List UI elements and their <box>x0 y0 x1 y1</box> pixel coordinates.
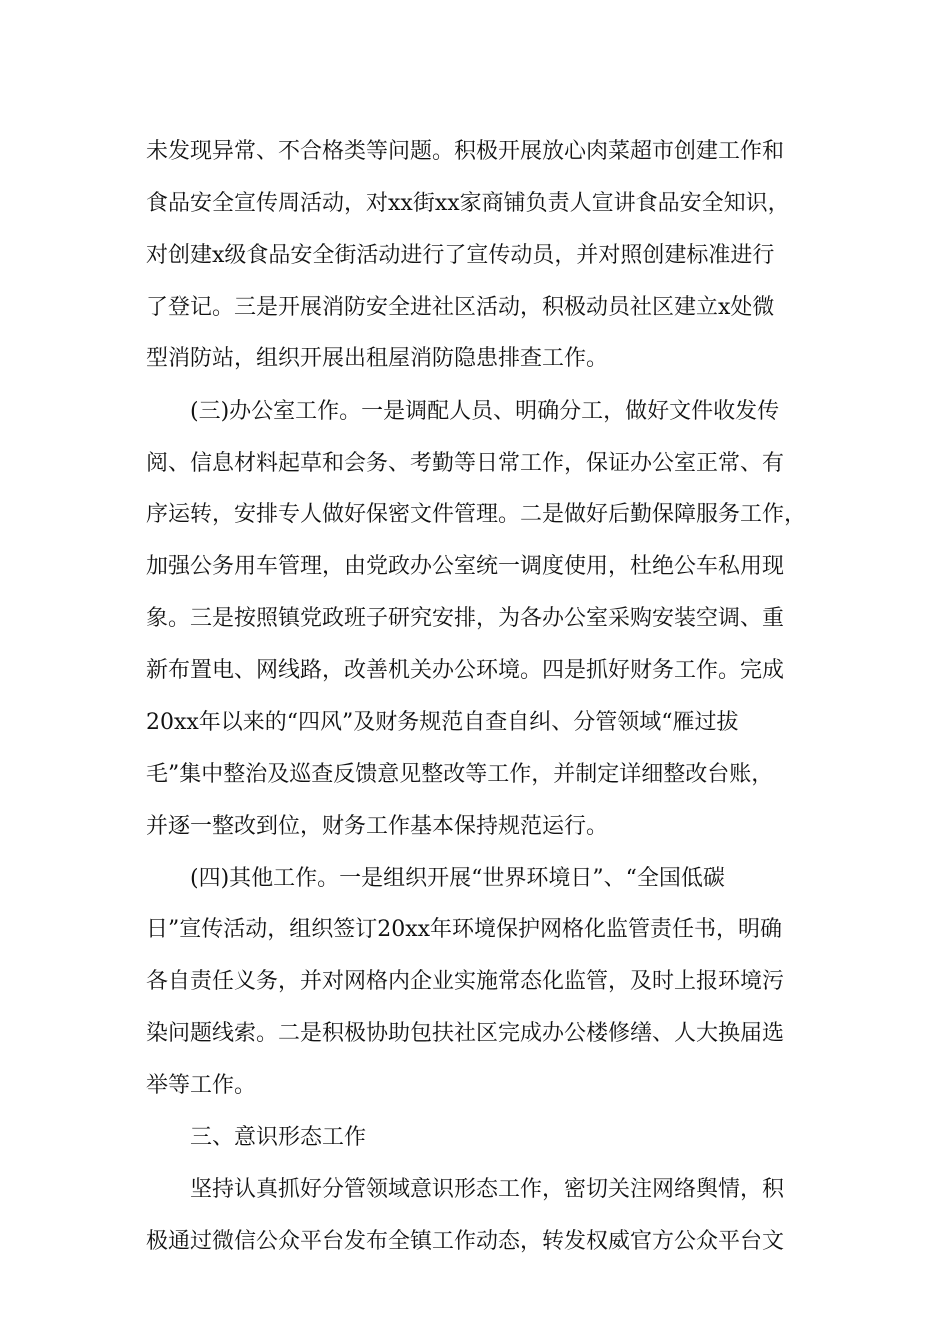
text-line-22: 极通过微信公众平台发布全镇工作动态，转发权威官方公众平台文 <box>146 1229 785 1254</box>
section-4-heading-line: (四)其他工作。一是组织开展“世界环境日”、“全国低碳 <box>190 866 725 891</box>
text-line-1: 未发现异常、不合格类等问题。积极开展放心肉菜超市创建工作和 <box>146 139 785 164</box>
text-line-13: 毛”集中整治及巡查反馈意见整改等工作，并制定详细整改台账， <box>146 762 774 787</box>
text-line-8: 序运转，安排专人做好保密文件管理。二是做好后勤保障服务工作， <box>146 502 807 527</box>
text-line-11: 新布置电、网线路，改善机关办公环境。四是抓好财务工作。完成 <box>146 658 785 683</box>
text-line-16: 日”宣传活动，组织签订20xx年环境保护网格化监管责任书，明确 <box>146 917 783 942</box>
text-line-21: 坚持认真抓好分管领域意识形态工作，密切关注网络舆情，积 <box>190 1177 785 1202</box>
text-line-14: 并逐一整改到位，财务工作基本保持规范运行。 <box>146 814 609 839</box>
text-line-9: 加强公务用车管理，由党政办公室统一调度使用，杜绝公车私用现 <box>146 554 785 579</box>
text-line-3: 对创建x级食品安全街活动进行了宣传动员，并对照创建标准进行 <box>146 243 775 268</box>
text-line-4: 了登记。三是开展消防安全进社区活动，积极动员社区建立x处微 <box>146 295 775 320</box>
text-line-2: 食品安全宣传周活动，对xx街xx家商铺负责人宣讲食品安全知识， <box>146 191 790 216</box>
text-line-17: 各自责任义务，并对网格内企业实施常态化监管，及时上报环境污 <box>146 969 785 994</box>
text-line-12: 20xx年以来的“四风”及财务规范自查自纠、分管领域“雁过拔 <box>146 710 739 735</box>
text-line-5: 型消防站，组织开展出租屋消防隐患排查工作。 <box>146 346 609 371</box>
section-3-heading-line: (三)办公室工作。一是调配人员、明确分工，做好文件收发传 <box>190 399 780 424</box>
text-line-18: 染问题线索。二是积极协助包扶社区完成办公楼修缮、人大换届选 <box>146 1021 785 1046</box>
text-line-10: 象。三是按照镇党政班子研究安排，为各办公室采购安装空调、重 <box>146 606 785 631</box>
section-heading-ideology: 三、意识形态工作 <box>190 1125 367 1150</box>
text-line-19: 举等工作。 <box>146 1073 257 1098</box>
text-line-7: 阅、信息材料起草和会务、考勤等日常工作，保证办公室正常、有 <box>146 451 785 476</box>
